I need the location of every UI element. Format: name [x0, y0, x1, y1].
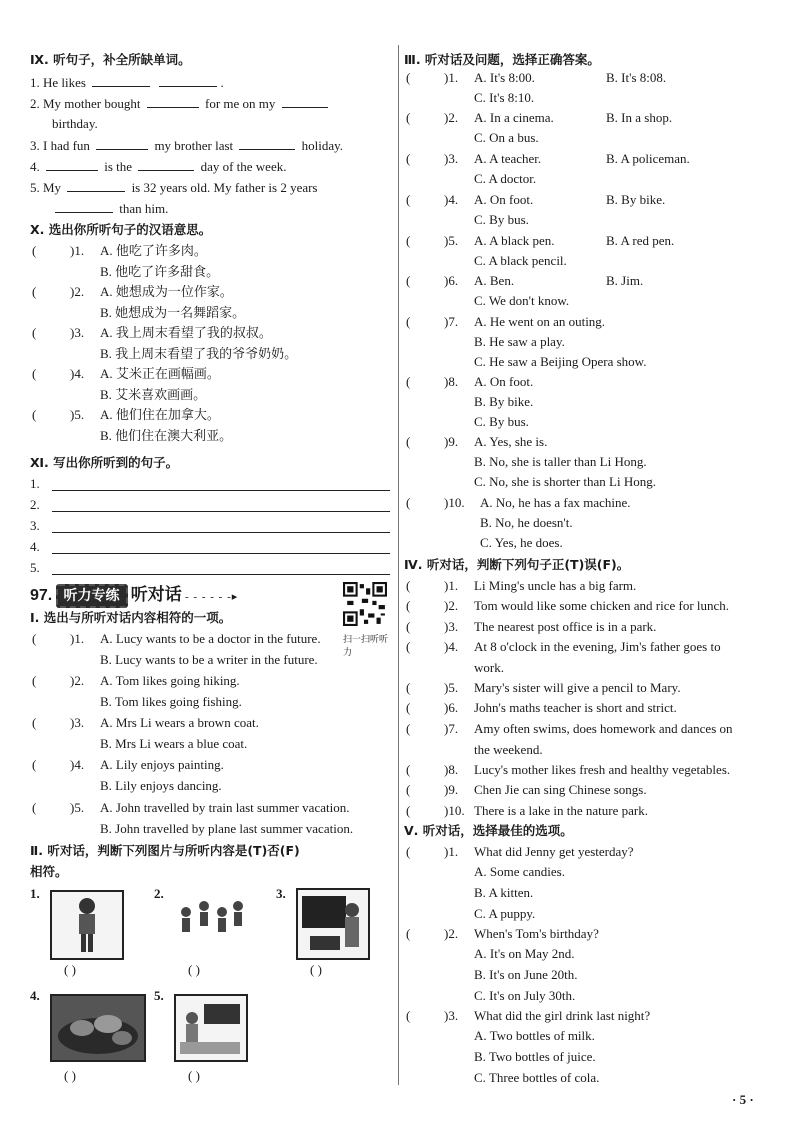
s10-option-b: B. 他们住在澳大利亚。	[100, 428, 233, 443]
p3-option-c: C. It's 8:10.	[474, 90, 535, 105]
p5-option-a: A. Two bottles of milk.	[474, 1028, 595, 1043]
s11-answer-line[interactable]	[52, 489, 390, 491]
p1-option-b: B. Tom likes going fishing.	[100, 694, 242, 709]
p4-answer-paren[interactable]: (	[406, 680, 411, 695]
s10-option-a: A. 艾米正在画幅画。	[100, 366, 220, 381]
column-divider	[398, 45, 399, 1085]
unit-tag: 听力专练	[56, 584, 128, 608]
section-10-heading: Ⅹ. 选出你所听句子的汉语意思。	[30, 222, 212, 237]
s10-item-number: )5.	[70, 407, 85, 422]
p5-option-a: A. It's on May 2nd.	[474, 946, 575, 961]
p3-option-b: B. Jim.	[606, 273, 644, 288]
s11-line-number: 2.	[30, 497, 40, 512]
part-3-heading: Ⅲ. 听对话及问题，选择正确答案。	[404, 52, 600, 67]
p3-option-a: A. No, he has a fax machine.	[480, 495, 631, 510]
p4-item-number: )6.	[444, 700, 459, 715]
p4-statement: Mary's sister will give a pencil to Mary.	[474, 680, 681, 695]
p4-answer-paren[interactable]: (	[406, 619, 411, 634]
s9-item-2: 2. My mother bought for me on my	[30, 95, 331, 112]
p1-option-a: A. Lily enjoys painting.	[100, 757, 224, 772]
p5-option-b: B. It's on June 20th.	[474, 967, 578, 982]
s10-answer-paren[interactable]: (	[32, 243, 37, 258]
p1-item-number: )4.	[70, 757, 85, 772]
p3-option-b: B. No, she is taller than Li Hong.	[474, 454, 647, 469]
unit-title: 听对话	[130, 585, 182, 605]
part-4-heading: Ⅳ. 听对话，判断下列句子正(T)误(F)。	[404, 557, 630, 572]
p4-statement-cont: work.	[474, 660, 504, 675]
p4-statement: At 8 o'clock in the evening, Jim's father goes to	[474, 639, 721, 654]
p1-item-number: )1.	[70, 631, 85, 646]
s11-answer-line[interactable]	[52, 552, 390, 554]
s10-answer-paren[interactable]: (	[32, 325, 37, 340]
p4-item-number: )7.	[444, 721, 459, 736]
p4-answer-paren[interactable]: (	[406, 782, 411, 797]
s9-item-5-cont: than him.	[52, 200, 168, 217]
picture-5-answer[interactable]: ( )	[188, 1068, 200, 1083]
p3-option-a: A. In a cinema.	[474, 110, 554, 125]
p1-option-a: A. Tom likes going hiking.	[100, 673, 240, 688]
s10-answer-paren[interactable]: (	[32, 366, 37, 381]
s9-item-2-cont: birthday.	[52, 116, 98, 131]
p3-answer-paren[interactable]: (	[406, 233, 411, 248]
p4-statement: Tom would like some chicken and rice for lunch.	[474, 598, 730, 613]
fill-blank[interactable]	[138, 158, 194, 171]
p3-item-number: )2.	[444, 110, 459, 125]
p5-item-number: )2.	[444, 926, 459, 941]
p4-statement: Chen Jie can sing Chinese songs.	[474, 782, 647, 797]
p3-option-c: C. He saw a Beijing Opera show.	[474, 354, 647, 369]
p4-item-number: )3.	[444, 619, 459, 634]
p3-option-a: A. He went on an outing.	[474, 314, 606, 329]
p5-question: What did the girl drink last night?	[474, 1008, 651, 1023]
s10-answer-paren[interactable]: (	[32, 407, 37, 422]
p1-option-a: A. Lucy wants to be a doctor in the future.	[100, 631, 321, 646]
s10-option-a: A. 他们住在加拿大。	[100, 407, 220, 422]
p3-option-a: A. A teacher.	[474, 151, 542, 166]
section-9-heading: Ⅸ. 听句子，补全所缺单词。	[30, 52, 191, 67]
s9-item-4: 4. is the day of the week.	[30, 159, 287, 174]
s10-option-b: B. 我上周末看望了我的爷爷奶奶。	[100, 346, 298, 361]
item-number: 1.	[30, 75, 40, 90]
p4-answer-paren[interactable]: (	[406, 578, 411, 593]
p3-option-c: C. By bus.	[474, 414, 529, 429]
s11-line-number: 5.	[30, 560, 40, 575]
fill-blank[interactable]	[282, 95, 328, 108]
unit-number: 97.	[30, 587, 53, 604]
fill-blank[interactable]	[159, 74, 217, 87]
arrow-decoration: - - - - - -▸	[185, 591, 239, 603]
p4-item-number: )8.	[444, 762, 459, 777]
s11-answer-line[interactable]	[52, 531, 390, 533]
p3-answer-paren[interactable]: (	[406, 273, 411, 288]
p4-statement: Amy often swims, does homework and dances on	[474, 721, 733, 736]
p1-answer-paren[interactable]: (	[32, 715, 37, 730]
p3-option-b: B. He saw a play.	[474, 334, 565, 349]
p3-option-a: A. Ben.	[474, 273, 515, 288]
p5-item-number: )1.	[444, 844, 459, 859]
p3-option-c: C. No, she is shorter than Li Hong.	[474, 474, 656, 489]
p4-item-number: )10.	[444, 803, 465, 818]
s11-line-number: 3.	[30, 518, 40, 533]
p3-option-c: C. A black pencil.	[474, 253, 567, 268]
p3-option-b: B. No, he doesn't.	[480, 515, 573, 530]
s9-item-5: 5. My is 32 years old. My father is 2 years	[30, 180, 318, 195]
p4-answer-paren[interactable]: (	[406, 721, 411, 736]
p3-item-number: )7.	[444, 314, 459, 329]
s10-answer-paren[interactable]: (	[32, 284, 37, 299]
picture-2-number: 2.	[154, 886, 164, 901]
p4-item-number: )2.	[444, 598, 459, 613]
p3-option-b: B. A policeman.	[606, 151, 690, 166]
fill-blank[interactable]	[96, 137, 148, 150]
p1-option-b: B. Lucy wants to be a writer in the future.	[100, 652, 318, 667]
p1-answer-paren[interactable]: (	[32, 757, 37, 772]
picture-2-group	[174, 890, 250, 950]
p3-item-number: )9.	[444, 434, 459, 449]
p4-statement: Lucy's mother likes fresh and healthy vegetables.	[474, 762, 731, 777]
p1-item-number: )5.	[70, 800, 85, 815]
p3-item-number: )6.	[444, 273, 459, 288]
part-2-heading: Ⅱ. 听对话，判断下列图片与所听内容是(T)否(F)	[30, 843, 300, 858]
p1-option-b: B. Lily enjoys dancing.	[100, 778, 222, 793]
p3-item-number: )8.	[444, 374, 459, 389]
picture-1-answer[interactable]: ( )	[64, 962, 76, 977]
p4-statement: John's maths teacher is short and strict.	[474, 700, 677, 715]
p3-item-number: )10.	[444, 495, 465, 510]
p5-question: When's Tom's birthday?	[474, 926, 599, 941]
s11-line-number: 1.	[30, 476, 40, 491]
p4-statement: The nearest post office is in a park.	[474, 619, 657, 634]
part-5-heading: Ⅴ. 听对话，选择最佳的选项。	[404, 823, 573, 838]
picture-4-food	[50, 994, 146, 1062]
scan-label: 扫一扫听听力	[343, 635, 389, 658]
p5-question: What did Jenny get yesterday?	[474, 844, 634, 859]
picture-5-classroom	[174, 994, 248, 1062]
p3-item-number: )4.	[444, 192, 459, 207]
p3-item-number: )1.	[444, 70, 459, 85]
p1-answer-paren[interactable]: (	[32, 673, 37, 688]
p1-option-a: A. Mrs Li wears a brown coat.	[100, 715, 259, 730]
picture-1-boy	[50, 890, 124, 960]
fill-blank[interactable]	[147, 95, 199, 108]
s10-option-a: A. 他吃了许多肉。	[100, 243, 207, 258]
p3-option-a: A. A black pen.	[474, 233, 555, 248]
p4-item-number: )9.	[444, 782, 459, 797]
p3-option-c: C. By bus.	[474, 212, 529, 227]
p3-option-b: B. By bike.	[606, 192, 666, 207]
s10-item-number: )2.	[70, 284, 85, 299]
p4-answer-paren[interactable]: (	[406, 598, 411, 613]
p5-answer-paren[interactable]: (	[406, 1008, 411, 1023]
fill-blank[interactable]	[92, 74, 150, 87]
p3-option-b: B. By bike.	[474, 394, 534, 409]
s11-line-number: 4.	[30, 539, 40, 554]
s9-item-1: 1. He likes .	[30, 75, 224, 90]
page-number: · 5 ·	[732, 1092, 754, 1107]
s10-item-number: )1.	[70, 243, 85, 258]
part-2-heading-cont: 相符。	[30, 864, 68, 879]
picture-3-number: 3.	[276, 886, 286, 901]
s10-option-a: A. 她想成为一位作家。	[100, 284, 233, 299]
p5-answer-paren[interactable]: (	[406, 844, 411, 859]
p3-option-a: A. Yes, she is.	[474, 434, 548, 449]
p3-option-b: B. In a shop.	[606, 110, 673, 125]
p3-item-number: )3.	[444, 151, 459, 166]
picture-4-number: 4.	[30, 988, 40, 1003]
p5-option-c: C. A puppy.	[474, 906, 536, 921]
p3-answer-paren[interactable]: (	[406, 192, 411, 207]
picture-2-answer[interactable]: ( )	[188, 962, 200, 977]
p3-option-c: C. A doctor.	[474, 171, 537, 186]
p4-item-number: )5.	[444, 680, 459, 695]
p1-option-a: A. John travelled by train last summer vacation.	[100, 800, 350, 815]
picture-3-teacher	[296, 888, 370, 960]
p5-option-c: C. It's on July 30th.	[474, 988, 576, 1003]
part-1-heading: Ⅰ. 选出与所听对话内容相符的一项。	[30, 610, 232, 625]
p3-answer-paren[interactable]: (	[406, 70, 411, 85]
fill-blank[interactable]	[239, 137, 295, 150]
p3-option-a: A. It's 8:00.	[474, 70, 535, 85]
p4-statement-cont: the weekend.	[474, 742, 543, 757]
p5-option-b: B. A kitten.	[474, 885, 534, 900]
p3-option-a: A. On foot.	[474, 192, 534, 207]
s10-option-b: B. 他吃了许多甜食。	[100, 264, 220, 279]
p5-option-a: A. Some candies.	[474, 864, 565, 879]
p4-statement: There is a lake in the nature park.	[474, 803, 648, 818]
p3-answer-paren[interactable]: (	[406, 110, 411, 125]
s10-option-b: B. 她想成为一名舞蹈家。	[100, 305, 246, 320]
p1-item-number: )2.	[70, 673, 85, 688]
picture-5-number: 5.	[154, 988, 164, 1003]
p3-option-a: A. On foot.	[474, 374, 534, 389]
fill-blank[interactable]	[46, 158, 98, 171]
p4-statement: Li Ming's uncle has a big farm.	[474, 578, 637, 593]
p4-answer-paren[interactable]: (	[406, 700, 411, 715]
p4-answer-paren[interactable]: (	[406, 639, 411, 654]
p1-answer-paren[interactable]: (	[32, 631, 37, 646]
p3-answer-paren[interactable]: (	[406, 434, 411, 449]
p3-option-b: B. It's 8:08.	[606, 70, 667, 85]
p3-item-number: )5.	[444, 233, 459, 248]
p3-answer-paren[interactable]: (	[406, 495, 411, 510]
fill-blank[interactable]	[55, 200, 113, 213]
fill-blank[interactable]	[67, 179, 125, 192]
p3-answer-paren[interactable]: (	[406, 151, 411, 166]
p5-option-c: C. Three bottles of cola.	[474, 1070, 600, 1085]
p1-option-b: B. Mrs Li wears a blue coat.	[100, 736, 248, 751]
item-text: He likes	[43, 75, 86, 90]
p3-option-b: B. A red pen.	[606, 233, 675, 248]
p1-item-number: )3.	[70, 715, 85, 730]
p4-item-number: )4.	[444, 639, 459, 654]
s10-item-number: )4.	[70, 366, 85, 381]
s10-item-number: )3.	[70, 325, 85, 340]
s11-answer-line[interactable]	[52, 510, 390, 512]
p4-answer-paren[interactable]: (	[406, 803, 411, 818]
p5-option-b: B. Two bottles of juice.	[474, 1049, 596, 1064]
p3-option-c: C. On a bus.	[474, 130, 539, 145]
s11-answer-line[interactable]	[52, 573, 390, 575]
p1-answer-paren[interactable]: (	[32, 800, 37, 815]
picture-1-number: 1.	[30, 886, 40, 901]
p5-item-number: )3.	[444, 1008, 459, 1023]
p3-answer-paren[interactable]: (	[406, 374, 411, 389]
p4-answer-paren[interactable]: (	[406, 762, 411, 777]
p1-option-b: B. John travelled by plane last summer vacation.	[100, 821, 354, 836]
p3-option-c: C. We don't know.	[474, 293, 570, 308]
p5-answer-paren[interactable]: (	[406, 926, 411, 941]
qr-code-icon[interactable]	[343, 582, 387, 626]
p4-item-number: )1.	[444, 578, 459, 593]
s10-option-b: B. 艾米喜欢画画。	[100, 387, 207, 402]
picture-3-answer[interactable]: ( )	[310, 962, 322, 977]
s10-option-a: A. 我上周末看望了我的叔叔。	[100, 325, 272, 340]
unit-header	[30, 584, 238, 608]
section-11-heading: Ⅺ. 写出你所听到的句子。	[30, 455, 179, 470]
picture-4-answer[interactable]: ( )	[64, 1068, 76, 1083]
p3-option-c: C. Yes, he does.	[480, 535, 563, 550]
s9-item-3: 3. I had fun my brother last holiday.	[30, 138, 344, 153]
p3-answer-paren[interactable]: (	[406, 314, 411, 329]
